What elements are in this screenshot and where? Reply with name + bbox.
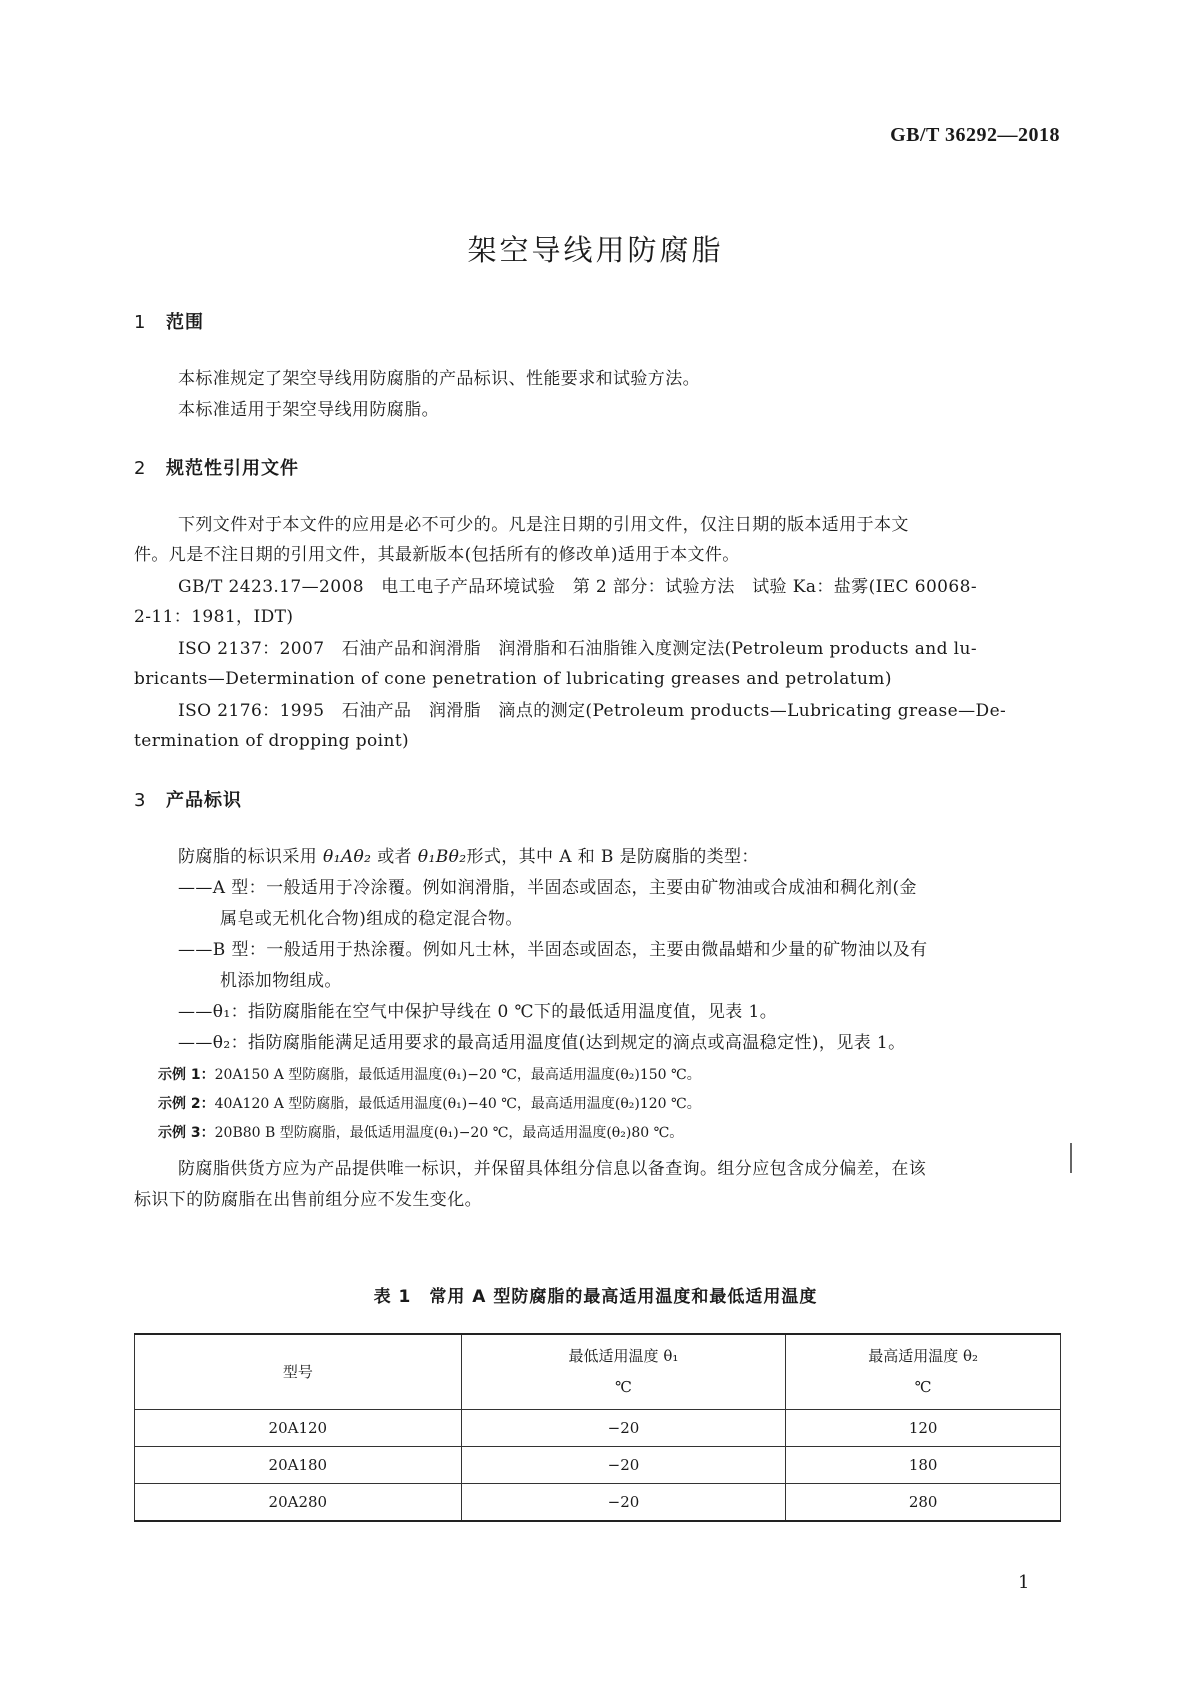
standard-number: GB/T 36292—2018	[890, 124, 1060, 146]
reference-line: 2-11：1981，IDT)	[134, 607, 294, 627]
reference-line: GB/T 2423.17—2008 电工电子产品环境试验 第 2 部分：试验方法 试验 Ka：盐雾(IEC 60068-	[178, 577, 977, 597]
paragraph-line: 下列文件对于本文件的应用是必不可少的。凡是注日期的引用文件，仅注日期的版本适用于本文	[178, 515, 909, 535]
section-title: 规范性引用文件	[166, 458, 299, 479]
section-3-heading	[134, 786, 242, 812]
paragraph-line: 件。凡是不注日期的引用文件，其最新版本(包括所有的修改单)适用于本文件。	[134, 545, 740, 565]
reference-line: ISO 2137：2007 石油产品和润滑脂 润滑脂和石油脂锥入度测定法(Petroleum products and lu-	[178, 639, 978, 659]
header-label: 型号	[282, 1362, 313, 1381]
temperature-table	[134, 1333, 1061, 1522]
list-item-line: ——θ₂：指防腐脂能满足适用要求的最高适用温度值(达到规定的滴点或高温稳定性)，见表 1。	[178, 1033, 906, 1053]
intro-text: 或者	[377, 847, 413, 867]
example-label: 示例 3：	[158, 1125, 215, 1141]
table-cell: 180	[786, 1447, 1061, 1484]
table-row	[135, 1410, 1061, 1447]
table-cell: −20	[461, 1484, 786, 1522]
section-1-heading	[134, 308, 204, 334]
table-cell: −20	[461, 1410, 786, 1447]
example-3	[158, 1121, 683, 1145]
table-cell: 120	[786, 1410, 1061, 1447]
table-header-row	[135, 1334, 1061, 1410]
reference-line: bricants—Determination of cone penetration of lubricating greases and petrolatum)	[134, 669, 892, 689]
identification-intro	[178, 842, 759, 873]
list-item-line: 机添加物组成。	[220, 971, 342, 991]
paragraph-line: 防腐脂供货方应为产品提供唯一标识，并保留具体组分信息以备查询。组分应包含成分偏差，在该	[178, 1159, 927, 1179]
section-title: 范围	[166, 312, 204, 333]
list-item-line: 属皂或无机化合物)组成的稳定混合物。	[220, 909, 523, 929]
section-number: 2	[134, 458, 147, 479]
revision-mark	[1070, 1143, 1072, 1173]
header-label: 最高适用温度 θ₂	[868, 1347, 979, 1365]
header-label: 最低适用温度 θ₁	[568, 1347, 679, 1365]
document-title: 架空导线用防腐脂	[467, 233, 724, 267]
list-item-line: ——B 型：一般适用于热涂覆。例如凡士林，半固态或固态，主要由微晶蜡和少量的矿物油以及有	[178, 940, 928, 960]
example-text: 20A150 A 型防腐脂，最低适用温度(θ₁)−20 ℃，最高适用温度(θ₂)150 ℃。	[214, 1067, 701, 1083]
table-cell: 20A280	[135, 1484, 462, 1522]
list-item-line: ——θ₁：指防腐脂能在空气中保护导线在 0 ℃下的最低适用温度值，见表 1。	[178, 1002, 778, 1022]
symbol-theta-b: θ₁Bθ₂	[417, 847, 467, 867]
table-cell: −20	[461, 1447, 786, 1484]
column-header-model	[135, 1334, 462, 1410]
table-cell: 20A180	[135, 1447, 462, 1484]
list-item-line: ——A 型：一般适用于冷涂覆。例如润滑脂，半固态或固态，主要由矿物油或合成油和稠化剂(金	[178, 878, 917, 898]
table-cell: 20A120	[135, 1410, 462, 1447]
intro-text: 防腐脂的标识采用	[178, 847, 318, 867]
paragraph: 本标准规定了架空导线用防腐脂的产品标识、性能要求和试验方法。	[178, 369, 700, 389]
header-unit: ℃	[914, 1378, 932, 1396]
example-label: 示例 2：	[158, 1096, 215, 1112]
reference-line: termination of dropping point)	[134, 731, 410, 751]
section-title: 产品标识	[166, 790, 242, 811]
column-header-min-temp	[461, 1334, 786, 1410]
example-text: 40A120 A 型防腐脂，最低适用温度(θ₁)−40 ℃，最高适用温度(θ₂)120 ℃。	[214, 1096, 701, 1112]
intro-text: 形式，其中 A 和 B 是防腐脂的类型：	[466, 847, 759, 867]
example-text: 20B80 B 型防腐脂，最低适用温度(θ₁)−20 ℃，最高适用温度(θ₂)80 ℃。	[214, 1125, 684, 1141]
table-title: 表 1 常用 A 型防腐脂的最高适用温度和最低适用温度	[373, 1287, 818, 1307]
table-row	[135, 1447, 1061, 1484]
paragraph-line: 标识下的防腐脂在出售前组分应不发生变化。	[134, 1190, 482, 1210]
header-unit: ℃	[615, 1378, 632, 1396]
paragraph: 本标准适用于架空导线用防腐脂。	[178, 400, 439, 420]
symbol-theta-a: θ₁Aθ₂	[323, 847, 372, 867]
example-label: 示例 1：	[158, 1067, 215, 1083]
column-header-max-temp	[786, 1334, 1061, 1410]
reference-line: ISO 2176：1995 石油产品 润滑脂 滴点的测定(Petroleum products—Lubricating grease—De-	[178, 701, 1007, 721]
page-number: 1	[1018, 1572, 1030, 1593]
example-2	[158, 1092, 701, 1116]
section-2-heading	[134, 454, 299, 480]
table-row	[135, 1484, 1061, 1522]
table-cell: 280	[786, 1484, 1061, 1522]
section-number: 3	[134, 790, 147, 811]
section-number: 1	[134, 312, 147, 333]
example-1	[158, 1063, 701, 1087]
